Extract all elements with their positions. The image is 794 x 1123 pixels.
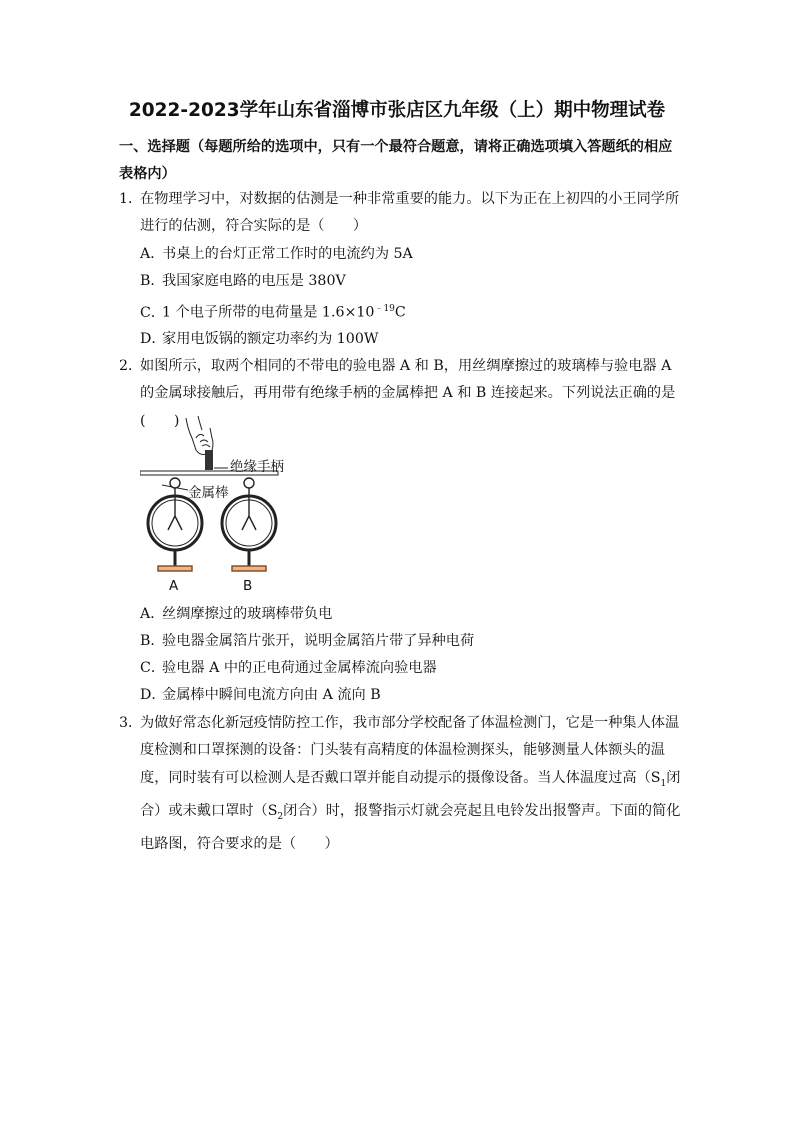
option-1c: [140, 299, 406, 323]
question-stem: 为做好常态化新冠疫情防控工作，我市部分学校配备了体温检测门，它是一种集人体温度检测和口罩探测的设备：门头装有高精度的体温检测探头，能够测量人体额头的温度，同时装有可以检测人是否戴口罩并能自动提示的摄像设备。当人体温度过高（$S_1$闭合）或未戴口罩时（$S_2$闭合）时，报警指示灯就会亮起且电铃发出报警声。下面的简化电路图，符合要求的是（ ）: [140, 715, 681, 853]
option-text: 丝绸摩擦过的玻璃棒带负电: [162, 606, 333, 622]
switch-subscript: 1: [660, 778, 667, 789]
option-2b: [140, 631, 474, 651]
option-letter: A．: [140, 246, 165, 262]
option-text: 1 个电子所带的电荷量是 1.6×10: [162, 304, 375, 321]
exponent: ﹣19: [374, 304, 395, 314]
option-1d: [140, 329, 378, 349]
question-1: [119, 186, 689, 241]
option-letter: B．: [140, 273, 165, 289]
electroscope-b: [222, 478, 276, 571]
option-2d: [140, 685, 381, 705]
option-letter: C．: [140, 660, 166, 676]
option-unit: C: [394, 304, 406, 321]
switch-subscript: 2: [277, 811, 284, 822]
exam-title: 2022-2023学年山东省淄博市张店区九年级（上）期中物理试卷: [128, 100, 666, 121]
question-number: 2．: [119, 358, 143, 374]
electroscope-drawing: [140, 416, 300, 596]
option-letter: B．: [140, 633, 165, 649]
option-letter: D．: [140, 331, 166, 347]
option-1b: [140, 271, 346, 291]
option-text: 书桌上的台灯正常工作时的电流约为 5A: [162, 246, 413, 262]
hand-drawing: [186, 416, 213, 455]
question-3: [119, 710, 689, 859]
option-letter: C．: [140, 304, 166, 321]
option-1a: [140, 244, 413, 264]
insulating-handle: [205, 450, 213, 470]
question-stem: 在物理学习中，对数据的估测是一种非常重要的能力。以下为正在上初四的小王同学所进行的估测，符合实际的是（ ）: [140, 191, 680, 235]
label-electroscope-a: A: [169, 578, 179, 594]
option-text: 金属棒中瞬间电流方向由 A 流向 B: [162, 687, 381, 703]
electroscope-figure: [140, 416, 300, 596]
section-heading: 一、选择题（每题所给的选项中，只有一个最符合题意，请将正确选项填入答题纸的相应表格内）: [119, 139, 673, 182]
option-2a: [140, 604, 332, 624]
question-stem: 如图所示，取两个相同的不带电的验电器 A 和 B，用丝绸摩擦过的玻璃棒与验电器 A 的金属球接触后，再用带有绝缘手柄的金属棒把 A 和 B 连接起来。下列说法正确的是( ): [140, 358, 676, 429]
question-number: 1．: [119, 191, 143, 207]
option-letter: A．: [140, 606, 165, 622]
option-text: 家用电饭锅的额定功率约为 100W: [162, 331, 379, 347]
option-text: 我国家庭电路的电压是 380V: [162, 273, 346, 289]
label-metal-rod: 金属棒: [188, 485, 229, 501]
option-text: 验电器金属箔片张开，说明金属箔片带了异种电荷: [162, 633, 475, 649]
option-2c: [140, 658, 437, 678]
question-number: 3．: [119, 715, 143, 731]
label-electroscope-b: B: [243, 578, 253, 594]
label-insulating-handle: 绝缘手柄: [230, 459, 284, 475]
option-letter: D．: [140, 687, 166, 703]
option-text: 验电器 A 中的正电荷通过金属棒流向验电器: [162, 660, 437, 676]
